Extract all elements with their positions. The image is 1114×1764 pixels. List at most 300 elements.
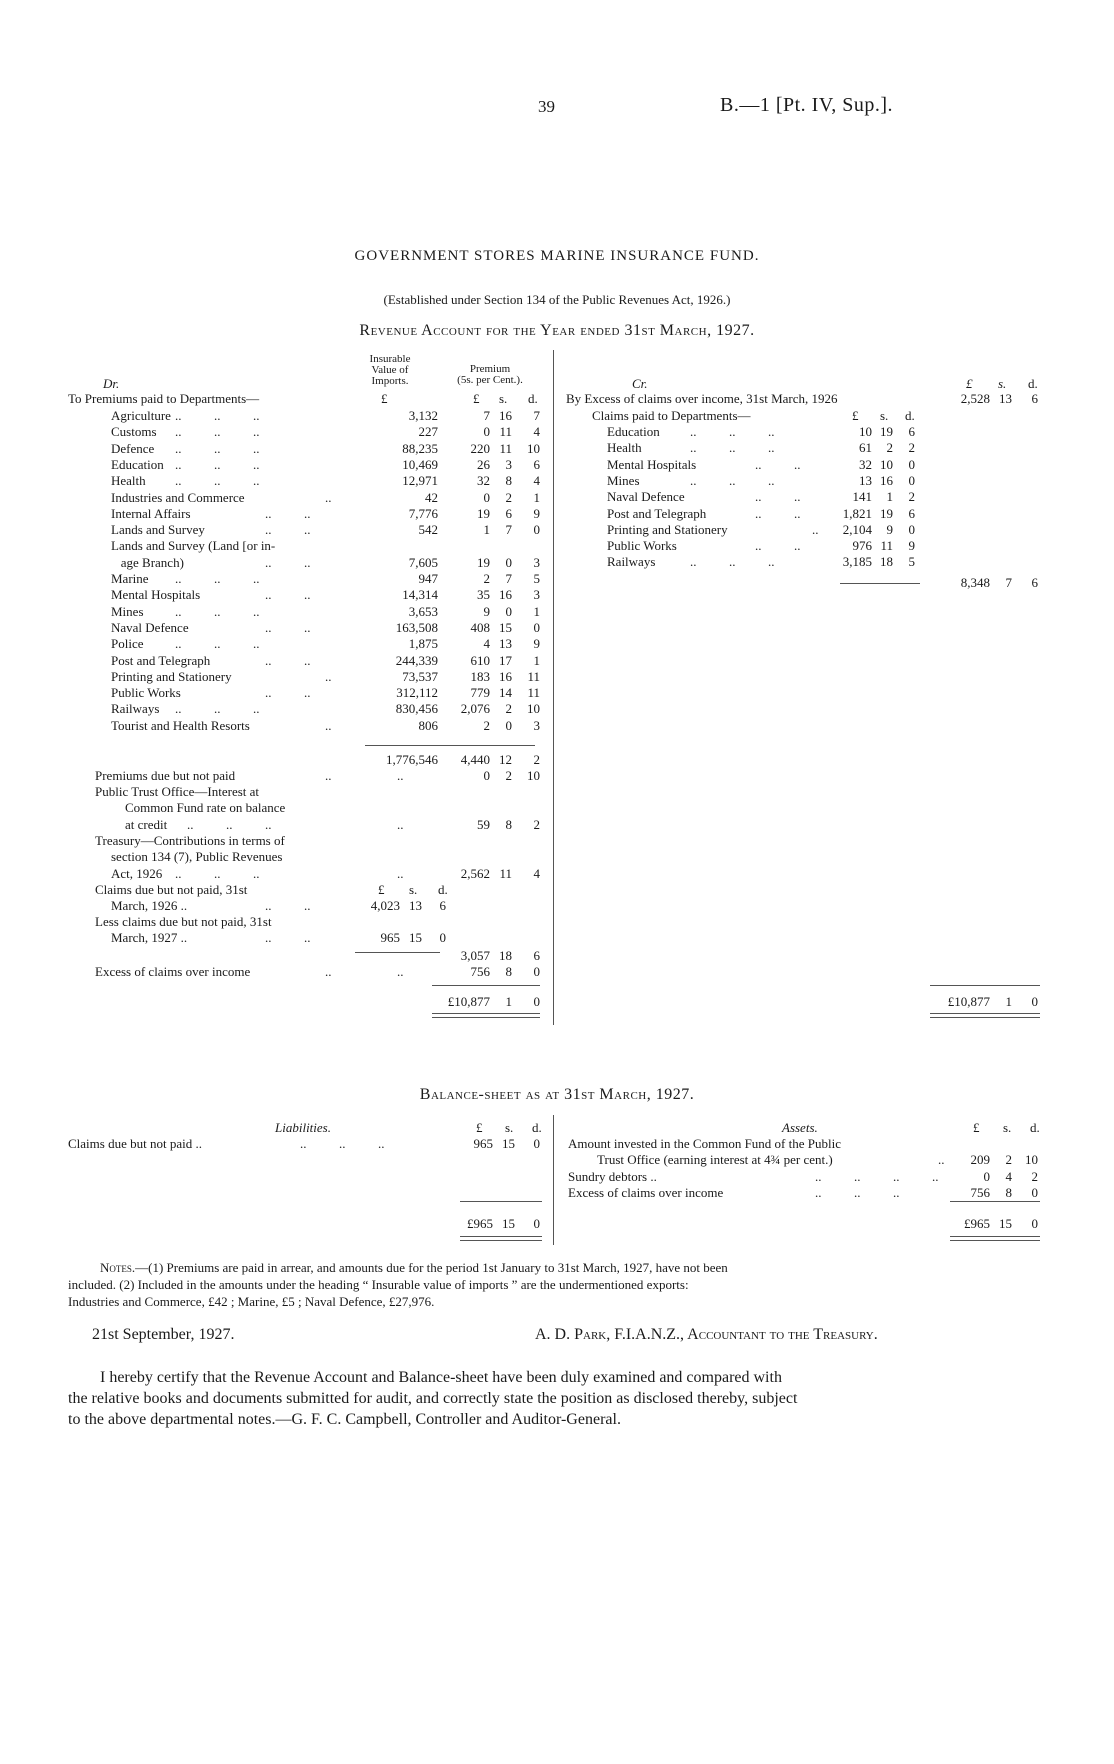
imports-header-line: Insurable (369, 353, 411, 365)
dr-department-premium-pence: 9 (533, 636, 540, 652)
public-trust-line: Common Fund rate on balance (125, 800, 286, 816)
signature-name: A. D. Park, F.I.A.N.Z., Accountant to the Treasury. (535, 1326, 878, 1343)
dr-department-imports: 7,776 (408, 505, 438, 521)
dr-department-premium-pounds: 0 (483, 424, 490, 440)
cr-label: Cr. (632, 376, 648, 391)
treasury-line: Treasury—Contributions in terms of (95, 833, 285, 848)
cr-items-pound-head: £ (852, 408, 859, 423)
liability-leader: .. .. .. (300, 1136, 385, 1151)
by-excess-amount-pence: 6 (1031, 391, 1038, 406)
dr-department-imports: 947 (418, 571, 438, 586)
liability-amount-pence: 0 (533, 1136, 540, 1151)
cr-item-amount-shillings: 16 (880, 472, 893, 488)
dr-department-imports: 312,112 (396, 685, 438, 701)
cr-item-amount-pounds: 32 (859, 456, 872, 472)
dr-department-premium-pence: 3 (533, 554, 540, 570)
treasury-line: section 134 (7), Public Revenues (111, 849, 283, 865)
dr-department-imports: 3,132 (408, 408, 438, 423)
liab-pound-head: £ (476, 1120, 483, 1135)
asset-amount-pounds: 756 (970, 1184, 990, 1200)
cr-item-amount-shillings: 19 (880, 505, 893, 521)
dr-department-leader: .. .. (265, 522, 311, 538)
cr-item-leader: .. .. (755, 456, 801, 472)
dr-department-premium-pence: 3 (533, 587, 540, 603)
dr-department-premium-pounds: 4 (483, 636, 490, 652)
certificate-line-3: to the above departmental notes.—G. F. C. Campbell, Controller and Auditor-General. (68, 1411, 621, 1428)
dr-department-premium-pounds: 9 (483, 603, 490, 619)
cr-item-amount-pounds: 976 (852, 538, 872, 554)
claims-net-amount-pence: 6 (533, 948, 540, 963)
cr-item-leader: .. .. .. (690, 472, 775, 488)
assets-total-pounds: £965 (964, 1216, 990, 1231)
liability-amount-pounds: 965 (473, 1136, 493, 1151)
dr-department-imports: 10,469 (402, 456, 438, 472)
dr-department-name: Defence (111, 440, 155, 456)
dr-total-rule-bottom (432, 1013, 540, 1018)
claims-due-amount-shillings: 13 (409, 898, 422, 913)
dr-department-premium-shillings: 3 (505, 456, 512, 472)
excess-amount-pounds: 756 (470, 964, 490, 979)
liab-pence-head: d. (532, 1120, 542, 1135)
cr-grand-total-pence: 0 (1031, 994, 1038, 1009)
dr-department-leader: .. .. .. (175, 440, 260, 456)
cr-items-shilling-head: s. (880, 408, 889, 423)
dr-department-premium-pence: 10 (527, 701, 540, 717)
dr-department-premium-pence: 4 (533, 424, 540, 440)
cr-item-amount-pence: 0 (908, 521, 915, 537)
dr-department-premium-shillings: 16 (499, 587, 512, 603)
dr-department-leader: .. .. .. (175, 408, 260, 423)
dr-department-premium-shillings: 17 (499, 652, 512, 668)
signature-date: 21st September, 1927. (92, 1326, 235, 1343)
dr-grand-total-pence: 0 (533, 994, 540, 1009)
cr-pound-head: £ (966, 376, 973, 391)
cr-item-amount-shillings: 11 (880, 538, 893, 554)
dr-department-name: age Branch) (111, 554, 184, 570)
dr-department-leader: .. .. .. (175, 473, 260, 489)
cr-shilling-head: s. (998, 376, 1007, 391)
asset-amount-pence: 10 (1025, 1152, 1038, 1168)
dr-department-premium-pounds: 32 (477, 473, 490, 489)
dr-department-leader: .. .. .. (175, 603, 260, 619)
dr-department-premium-pence: 11 (527, 668, 540, 684)
imports-header-line: Imports. (371, 375, 409, 387)
cr-item-leader: .. .. (755, 505, 801, 521)
dr-department-name: Police (111, 636, 144, 652)
certificate-line-1: I hereby certify that the Revenue Account and Balance-sheet have been duly examined and compared with (100, 1369, 782, 1386)
liab-total-pence: 0 (533, 1216, 540, 1231)
dr-department-premium-shillings: 14 (499, 685, 512, 701)
dr-department-premium-pounds: 1 (483, 522, 490, 538)
balance-sheet-heading: Balance-sheet as at 31st March, 1927. (419, 1086, 695, 1103)
dr-department-name: Public Works (111, 685, 181, 701)
cr-item-amount-pence: 2 (908, 489, 915, 505)
dr-department-imports: 7,605 (408, 554, 438, 570)
imports-header-line: Value of (371, 364, 409, 376)
dr-department-premium-shillings: 15 (499, 619, 512, 635)
dr-department-premium-pence: 6 (533, 456, 540, 472)
by-excess-amount-pounds: 2,528 (960, 391, 990, 406)
claims-paid-label: Claims paid to Departments— (592, 408, 751, 423)
dr-department-premium-pounds: 779 (470, 685, 490, 701)
excess-leader: .. (325, 964, 332, 979)
premium-header-line: Premium (469, 363, 511, 375)
cr-item-amount-pence: 9 (908, 538, 915, 554)
dr-department-premium-pence: 11 (527, 685, 540, 701)
dr-department-name: Tourist and Health Resorts (111, 717, 250, 733)
dr-department-imports: 3,653 (408, 603, 438, 619)
dr-department-name: Health (111, 473, 146, 489)
cr-item-amount-pence: 6 (908, 424, 915, 439)
cr-item-amount-pounds: 13 (859, 472, 872, 488)
dr-department-leader: .. .. (265, 619, 311, 635)
dr-department-premium-pounds: 610 (470, 652, 490, 668)
dr-department-premium-shillings: 11 (499, 424, 512, 440)
dr-department-leader: .. .. (265, 554, 311, 570)
premium-pence-head: d. (528, 391, 538, 406)
dr-department-premium-shillings: 7 (505, 522, 512, 538)
dr-department-premium-pounds: 220 (470, 440, 490, 456)
dr-department-leader: .. .. .. (175, 424, 260, 440)
dr-department-premium-shillings: 8 (505, 473, 512, 489)
dr-department-premium-shillings: 13 (499, 636, 512, 652)
cr-item-name: Health (607, 440, 642, 456)
asset-amount-pounds: 0 (983, 1168, 990, 1184)
less-claims-leader: .. .. (265, 930, 311, 945)
cr-item-amount-pounds: 141 (852, 489, 872, 505)
dr-department-name: Agriculture (111, 408, 171, 423)
dr-total-premium-pounds: 4,440 (460, 752, 490, 767)
claims-due-line: March, 1926 .. (111, 898, 188, 914)
claims-due-shilling-head: s. (409, 882, 418, 897)
document-reference: B.—1 [Pt. IV, Sup.]. (720, 94, 893, 116)
dr-department-premium-pence: 0 (533, 522, 540, 538)
dr-department-leader: .. .. (265, 652, 311, 668)
claims-due-amount-pence: 6 (439, 898, 446, 913)
premiums-due-leader-2: .. (397, 768, 404, 783)
dr-department-premium-pounds: 7 (483, 408, 490, 423)
cr-item-leader: .. .. (755, 538, 801, 554)
cr-item-amount-shillings: 1 (886, 489, 893, 505)
cr-item-leader: .. .. .. (690, 440, 775, 456)
cr-item-amount-pounds: 2,104 (842, 521, 872, 537)
revenue-account-heading: Revenue Account for the Year ended 31st March, 1927. (359, 322, 755, 339)
public-trust-line: Public Trust Office—Interest at (95, 784, 260, 799)
cr-total-rule-bottom (930, 1013, 1040, 1018)
dr-department-premium-pounds: 26 (477, 456, 490, 472)
cr-item-name: Mental Hospitals (607, 456, 697, 472)
asset-leader: .. .. .. .. (815, 1168, 939, 1184)
dr-department-imports: 806 (418, 717, 438, 733)
asset-amount-pence: 0 (1031, 1184, 1038, 1200)
dr-department-leader: .. .. (265, 587, 311, 603)
cr-item-name: Post and Telegraph (607, 505, 707, 521)
premiums-due-amount-pence: 10 (527, 768, 540, 783)
treasury-line: Act, 1926 (111, 865, 163, 881)
dr-department-leader: .. .. .. (175, 636, 260, 652)
liab-total-rule-top (460, 1201, 542, 1202)
dr-department-leader: .. .. (265, 505, 311, 521)
notes-line-2: included. (2) Included in the amounts under the heading “ Insurable value of imports ” are the undermentioned exports: (68, 1277, 689, 1292)
to-premiums-label: To Premiums paid to Departments— (68, 391, 260, 406)
cr-item-name: Mines (607, 472, 640, 488)
dr-department-imports: 244,339 (395, 652, 438, 668)
cr-item-name: Naval Defence (607, 489, 685, 505)
cr-item-name: Railways (607, 554, 656, 570)
premiums-due-amount-pounds: 0 (483, 768, 490, 783)
dr-department-name: Industries and Commerce (111, 489, 245, 505)
dr-label: Dr. (103, 376, 120, 391)
cr-item-amount-shillings: 9 (886, 521, 893, 537)
dr-department-premium-shillings: 0 (505, 717, 512, 733)
imports-pound-sign: £ (381, 391, 388, 406)
cr-item-amount-pence: 0 (908, 472, 915, 488)
cr-item-amount-pence: 6 (908, 505, 915, 521)
liab-total-pounds: £965 (467, 1216, 493, 1231)
excess-amount-shillings: 8 (505, 964, 512, 979)
dr-department-leader: .. (325, 489, 332, 505)
premiums-due-leader: .. (325, 768, 332, 783)
dr-department-leader: .. (325, 717, 332, 733)
asset-line: Sundry debtors .. (568, 1168, 657, 1184)
notes-text-1: —(1) Premiums are paid in arrear, and amounts due for the period 1st January to 31st March, 1927, have not been (135, 1260, 728, 1275)
dr-total-premium-shillings: 12 (499, 752, 512, 767)
premium-pound-head: £ (473, 391, 480, 406)
less-claims-amount-pounds: 965 (380, 930, 400, 945)
assets-total-shillings: 15 (999, 1216, 1012, 1231)
premium-header-line: (5s. per Cent.). (457, 374, 523, 386)
claims-net-amount-shillings: 18 (499, 948, 512, 963)
dr-department-premium-pence: 4 (533, 473, 540, 489)
premium-shilling-head: s. (499, 391, 508, 406)
liability-label: Claims due but not paid .. (68, 1136, 202, 1151)
liability-amount-shillings: 15 (502, 1136, 515, 1151)
dr-department-imports: 542 (418, 522, 438, 538)
dr-subtotal-rule (365, 745, 535, 746)
treasury-amount-pounds: 2,562 (460, 866, 490, 881)
dr-department-premium-pounds: 408 (470, 619, 490, 635)
cr-item-name: Printing and Stationery (607, 521, 728, 537)
dr-department-name: Naval Defence (111, 619, 189, 635)
notes-line-1 (100, 1260, 728, 1276)
cr-items-rule (840, 583, 920, 584)
dr-department-name: Railways (111, 701, 160, 717)
liab-total-rule-bottom (460, 1236, 542, 1241)
dr-department-premium-pence: 5 (533, 571, 540, 586)
asset-amount-shillings: 8 (1005, 1184, 1012, 1200)
cr-total-rule-top (930, 985, 1040, 986)
dr-department-name: Printing and Stationery (111, 668, 232, 684)
dr-department-premium-pounds: 0 (483, 489, 490, 505)
dr-department-premium-pence: 7 (533, 408, 540, 423)
cr-grand-total-pounds: £10,877 (947, 994, 990, 1009)
cr-item-amount-pence: 0 (908, 456, 915, 472)
premiums-due-label: Premiums due but not paid (95, 768, 236, 783)
dr-department-premium-pounds: 35 (477, 587, 490, 603)
liab-shilling-head: s. (505, 1120, 514, 1135)
dr-department-premium-pounds: 183 (470, 668, 490, 684)
treasury-amount-pence: 4 (533, 866, 540, 881)
dr-department-name: Marine (111, 571, 149, 586)
liab-total-shillings: 15 (502, 1216, 515, 1231)
asset-line: Amount invested in the Common Fund of the Public (568, 1136, 841, 1151)
less-claims-amount-pence: 0 (439, 930, 446, 945)
cr-item-amount-pounds: 1,821 (842, 505, 872, 521)
dr-department-name: Internal Affairs (111, 505, 191, 521)
dr-department-premium-shillings: 2 (505, 701, 512, 717)
public-trust-amount-pence: 2 (533, 817, 540, 832)
dr-department-premium-shillings: 6 (505, 505, 512, 521)
asset-amount-pounds: 209 (970, 1152, 990, 1168)
assets-total-rule-bottom (950, 1236, 1040, 1241)
liabilities-label: Liabilities. (275, 1120, 331, 1135)
less-claims-line: Less claims due but not paid, 31st (95, 914, 272, 929)
dr-department-premium-shillings: 0 (505, 603, 512, 619)
by-excess-label: By Excess of claims over income, 31st March, 1926 (566, 391, 838, 406)
asset-leader: .. .. .. (815, 1184, 900, 1200)
dr-department-name: Lands and Survey (Land [or in- (111, 538, 276, 554)
cr-item-amount-shillings: 18 (880, 554, 893, 570)
assets-total-pence: 0 (1031, 1216, 1038, 1231)
treasury-leader: .. .. .. (175, 866, 260, 881)
dr-department-name: Mental Hospitals (111, 587, 201, 603)
dr-department-premium-pence: 9 (533, 505, 540, 521)
cr-item-amount-pence: 5 (908, 554, 915, 570)
cr-claims-total-pence: 6 (1031, 575, 1038, 590)
dr-department-leader: .. .. .. (175, 571, 260, 586)
dr-department-leader: .. .. .. (175, 456, 260, 472)
less-claims-line: March, 1927 .. (111, 930, 188, 946)
dr-department-premium-pounds: 2 (483, 717, 490, 733)
cr-item-leader: .. .. .. (690, 424, 775, 439)
dr-department-imports: 830,456 (395, 701, 438, 717)
dr-department-premium-pence: 0 (533, 619, 540, 635)
treasury-leader-2: .. (397, 866, 404, 881)
public-trust-amount-shillings: 8 (505, 817, 512, 832)
asset-amount-shillings: 4 (1005, 1168, 1012, 1184)
cr-item-amount-pounds: 61 (859, 440, 872, 456)
dr-department-name: Education (111, 456, 164, 472)
claims-due-leader: .. .. (265, 898, 311, 913)
assets-shilling-head: s. (1003, 1120, 1012, 1135)
by-excess-amount-shillings: 13 (999, 391, 1012, 406)
cr-item-amount-pence: 2 (908, 440, 915, 456)
treasury-amount-shillings: 11 (499, 866, 512, 881)
dr-department-premium-pounds: 19 (477, 554, 490, 570)
cr-item-amount-pounds: 3,185 (842, 554, 872, 570)
dr-department-premium-shillings: 2 (505, 489, 512, 505)
claims-due-pence-head: d. (438, 882, 448, 897)
dr-department-imports: 163,508 (395, 619, 438, 635)
claims-due-pound-head: £ (378, 882, 385, 897)
asset-amount-pence: 2 (1031, 1168, 1038, 1184)
dr-department-premium-shillings: 0 (505, 554, 512, 570)
cr-claims-total-pounds: 8,348 (960, 575, 990, 590)
account-divider (553, 350, 554, 1025)
dr-total-premium-pence: 2 (533, 752, 540, 767)
dr-department-premium-shillings: 11 (499, 440, 512, 456)
claims-due-amount-pounds: 4,023 (370, 898, 400, 913)
dr-department-imports: 1,875 (408, 636, 438, 652)
cr-pence-head: d. (1028, 376, 1038, 391)
asset-line: Excess of claims over income (568, 1184, 724, 1200)
assets-total-rule-top (950, 1201, 1040, 1202)
cr-item-name: Education (607, 424, 660, 439)
cr-item-amount-pounds: 10 (859, 424, 872, 439)
cr-item-amount-shillings: 19 (880, 424, 893, 439)
dr-department-premium-pounds: 19 (477, 505, 490, 521)
dr-grand-total-pounds: £10,877 (447, 994, 490, 1009)
dr-department-name: Customs (111, 424, 157, 440)
dr-total-imports: 1,776,546 (386, 752, 438, 767)
assets-label: Assets. (782, 1120, 818, 1135)
claims-due-line: Claims due but not paid, 31st (95, 882, 248, 897)
dr-department-leader: .. .. (265, 685, 311, 701)
cr-item-amount-shillings: 2 (886, 440, 893, 456)
public-trust-leader: .. .. .. (187, 817, 272, 832)
dr-department-premium-pence: 10 (527, 440, 540, 456)
dr-department-premium-pounds: 2,076 (460, 701, 490, 717)
document-title: GOVERNMENT STORES MARINE INSURANCE FUND. (354, 248, 760, 264)
excess-amount-pence: 0 (533, 964, 540, 979)
cr-item-leader: .. .. .. (690, 554, 775, 570)
assets-pound-head: £ (973, 1120, 980, 1135)
public-trust-leader-2: .. (397, 817, 404, 832)
dr-department-name: Mines (111, 603, 144, 619)
dr-department-premium-shillings: 16 (499, 408, 512, 423)
dr-department-name: Post and Telegraph (111, 652, 211, 668)
cr-item-leader: .. .. (755, 489, 801, 505)
certificate-line-2: the relative books and documents submitted for audit, and correctly state the position as disclosed thereby, subject (68, 1390, 798, 1407)
dr-department-premium-pence: 1 (533, 603, 540, 619)
cr-grand-total-shillings: 1 (1005, 994, 1012, 1009)
dr-department-premium-shillings: 16 (499, 668, 512, 684)
cr-item-amount-shillings: 10 (880, 456, 893, 472)
cr-items-pence-head: d. (905, 408, 915, 423)
public-trust-line: at credit (125, 816, 168, 832)
dr-department-imports: 42 (425, 489, 438, 505)
less-claims-amount-shillings: 15 (409, 930, 422, 945)
notes-lead: Notes. (100, 1260, 136, 1275)
dr-department-imports: 12,971 (402, 473, 438, 489)
notes-line-3: Industries and Commerce, £42 ; Marine, £5 ; Naval Defence, £27,976. (68, 1294, 435, 1309)
asset-leader: .. (938, 1152, 945, 1168)
premiums-due-amount-shillings: 2 (505, 768, 512, 783)
dr-department-premium-pounds: 2 (483, 571, 490, 586)
asset-line: Trust Office (earning interest at 4¾ per cent.) (597, 1152, 833, 1168)
dr-department-imports: 14,314 (402, 587, 438, 603)
dr-grand-total-shillings: 1 (505, 994, 512, 1009)
document-subtitle: (Established under Section 134 of the Public Revenues Act, 1926.) (383, 292, 731, 307)
cr-item-name: Public Works (607, 538, 677, 554)
page-number: 39 (538, 97, 555, 116)
public-trust-amount-pounds: 59 (477, 817, 490, 832)
assets-pence-head: d. (1030, 1120, 1040, 1135)
dr-department-imports: 73,537 (402, 668, 438, 684)
dr-department-premium-pence: 3 (533, 717, 540, 733)
dr-department-imports: 227 (418, 424, 438, 440)
excess-label: Excess of claims over income (95, 964, 251, 979)
dr-department-premium-pence: 1 (533, 489, 540, 505)
dr-total-rule-top (432, 985, 540, 986)
dr-department-imports: 88,235 (402, 440, 438, 456)
dr-department-premium-shillings: 7 (505, 571, 512, 586)
cr-item-leader: .. (812, 521, 819, 537)
dr-department-name: Lands and Survey (111, 522, 205, 538)
dr-department-leader: .. (325, 668, 332, 684)
balance-divider (553, 1115, 554, 1245)
dr-department-leader: .. .. .. (175, 701, 260, 717)
